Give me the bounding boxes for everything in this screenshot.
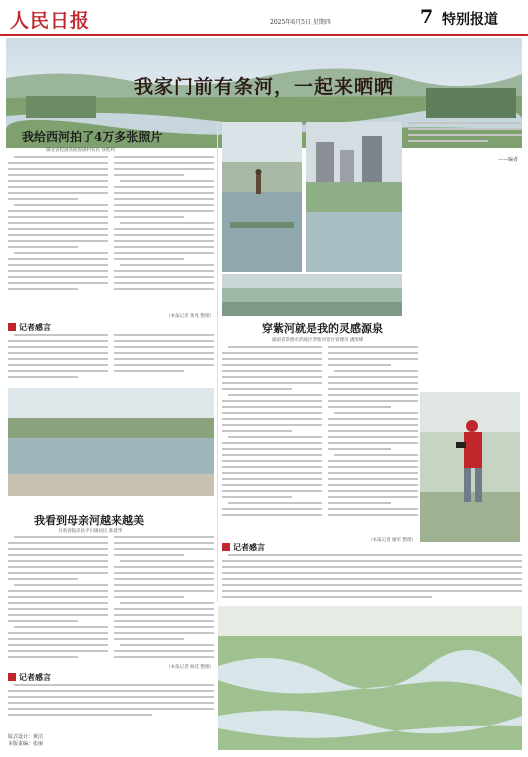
article-byline-2: 湖南省常德市武陵区穿紫河景区管理员 潘凯峰	[272, 338, 364, 343]
article-byline-1: 湖北省松滋县揽悦镇村农民 徐胜利	[46, 148, 115, 153]
reporter-feeling-heading-3: 记者感言	[8, 672, 51, 683]
red-square-icon	[8, 323, 16, 331]
page-credits	[8, 734, 43, 748]
article-title-2: 穿紫河就是我的灵感源泉	[262, 322, 383, 335]
newspaper-logo: 人民日报	[10, 10, 91, 32]
editor-sign: ——编者	[497, 157, 518, 163]
article-3-text-col-2	[114, 536, 214, 666]
page-number: 7	[420, 6, 434, 28]
article-title-1: 我给西河拍了4万多张照片	[22, 130, 163, 144]
photo-river-walkway	[8, 388, 214, 496]
section-name: 特别报道	[442, 12, 498, 28]
issue-date: 2025年6月5日 星期四	[270, 19, 331, 26]
reporter-feeling-heading-1: 记者感言	[8, 322, 51, 333]
article-byline-3: 甘肃省临泽县平川镇居民 陈建华	[58, 529, 123, 534]
photo-river-buildings	[306, 122, 402, 272]
photo-photographer-by-river	[420, 392, 520, 542]
editor-credit: 本版责编：张丽	[8, 741, 44, 747]
red-square-icon	[222, 543, 230, 551]
article-title-3: 我看到母亲河越来越美	[34, 514, 144, 527]
feeling-3-text	[8, 684, 214, 724]
article-1-text-col-1	[8, 156, 108, 316]
article-3-text-col-1	[8, 536, 108, 666]
intro-text	[408, 122, 522, 152]
feeling-1-col-2	[114, 334, 214, 384]
feeling-2-text	[222, 554, 522, 606]
article-2-text-col-1	[222, 346, 322, 536]
photo-meandering-river-wetland	[218, 606, 522, 750]
layout-credit: 版式设计：黄洁	[8, 734, 44, 740]
article-1-text-col-2	[114, 156, 214, 316]
photo-fisherman-on-river	[222, 122, 302, 272]
red-square-icon	[8, 673, 16, 681]
article-1-note: （本报记者 黄兆 整理）	[166, 314, 214, 319]
reporter-feeling-heading-2: 记者感言	[222, 542, 265, 553]
article-3-note: （本报记者 杨佳 整理）	[166, 665, 214, 670]
photo-riverside-park	[222, 274, 402, 316]
article-2-note: （本报记者 谢军 整理）	[368, 538, 416, 543]
masthead	[0, 0, 528, 36]
page-headline: 我家门前有条河，一起来晒晒	[133, 76, 394, 98]
column-divider	[217, 122, 218, 602]
article-2-text-col-2	[328, 346, 418, 536]
feeling-1-col-1	[8, 334, 108, 384]
